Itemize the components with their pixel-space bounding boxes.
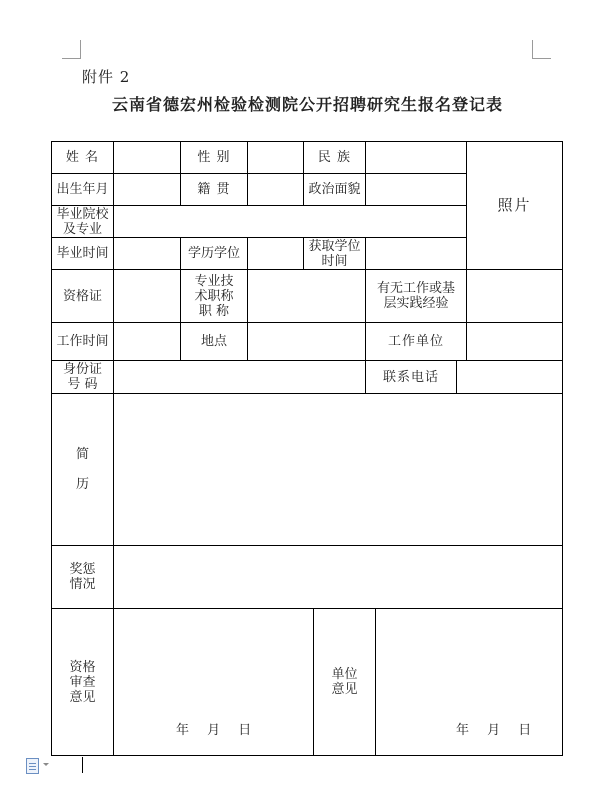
gender-field[interactable] bbox=[248, 142, 303, 173]
work-time-label: 工作时间 bbox=[56, 334, 109, 349]
qualification-review-label: 资格 审查 意见 bbox=[69, 659, 96, 705]
awards-field[interactable] bbox=[114, 546, 562, 608]
paste-options-icon[interactable] bbox=[26, 758, 39, 774]
table-border-right bbox=[562, 141, 563, 756]
grad-time-field[interactable] bbox=[114, 238, 180, 269]
origin-label: 籍 贯 bbox=[197, 182, 231, 197]
birth-label: 出生年月 bbox=[56, 182, 109, 197]
origin-field[interactable] bbox=[248, 174, 303, 205]
work-time-field[interactable] bbox=[114, 323, 180, 360]
title-rank-label: 专业技 术职称 职 称 bbox=[194, 273, 234, 319]
location-field[interactable] bbox=[248, 323, 365, 360]
degree-label: 学历学位 bbox=[187, 246, 240, 261]
grad-time-label: 毕业时间 bbox=[56, 246, 109, 261]
name-field[interactable] bbox=[114, 142, 180, 173]
phone-label: 联系电话 bbox=[382, 369, 439, 385]
unit-opinion-label: 单位 意见 bbox=[331, 667, 358, 697]
awards-label: 奖惩 情况 bbox=[69, 562, 96, 592]
experience-label: 有无工作或基 层实践经验 bbox=[376, 281, 455, 311]
degree-time-label: 获取学位 时间 bbox=[308, 238, 361, 269]
phone-field[interactable] bbox=[457, 361, 562, 393]
location-label: 地点 bbox=[200, 334, 227, 349]
certificate-field[interactable] bbox=[114, 270, 180, 322]
ethnicity-label: 民 族 bbox=[317, 150, 352, 165]
political-label: 政治面貌 bbox=[308, 182, 361, 197]
id-field[interactable] bbox=[114, 361, 365, 393]
chevron-down-icon[interactable] bbox=[43, 763, 49, 766]
school-label: 毕业院校 及专业 bbox=[56, 206, 109, 237]
ethnicity-field[interactable] bbox=[366, 142, 466, 173]
employer-field[interactable] bbox=[467, 323, 562, 360]
employer-label: 工作单位 bbox=[387, 334, 444, 349]
attachment-label: 附件 2 bbox=[82, 68, 131, 86]
table-border-bottom bbox=[51, 755, 563, 756]
unit-opinion-date: 年 月 日 bbox=[456, 723, 532, 738]
id-label: 身份证 号 码 bbox=[62, 362, 102, 392]
degree-time-field[interactable] bbox=[366, 238, 466, 269]
name-label: 姓 名 bbox=[65, 150, 100, 165]
qualification-review-date: 年 月 日 bbox=[176, 723, 252, 738]
birth-field[interactable] bbox=[114, 174, 180, 205]
resume-field[interactable] bbox=[114, 394, 562, 545]
school-field[interactable] bbox=[114, 206, 466, 237]
political-field[interactable] bbox=[366, 174, 466, 205]
form-title: 云南省德宏州检验检测院公开招聘研究生报名登记表 bbox=[111, 95, 503, 114]
certificate-label: 资格证 bbox=[62, 288, 102, 304]
title-rank-field[interactable] bbox=[248, 270, 365, 322]
photo-box[interactable]: 照片 bbox=[497, 196, 532, 214]
resume-label: 简 历 bbox=[75, 447, 89, 492]
experience-field[interactable] bbox=[467, 270, 562, 322]
text-cursor bbox=[82, 757, 83, 773]
degree-field[interactable] bbox=[248, 238, 303, 269]
gender-label: 性 别 bbox=[197, 150, 231, 165]
